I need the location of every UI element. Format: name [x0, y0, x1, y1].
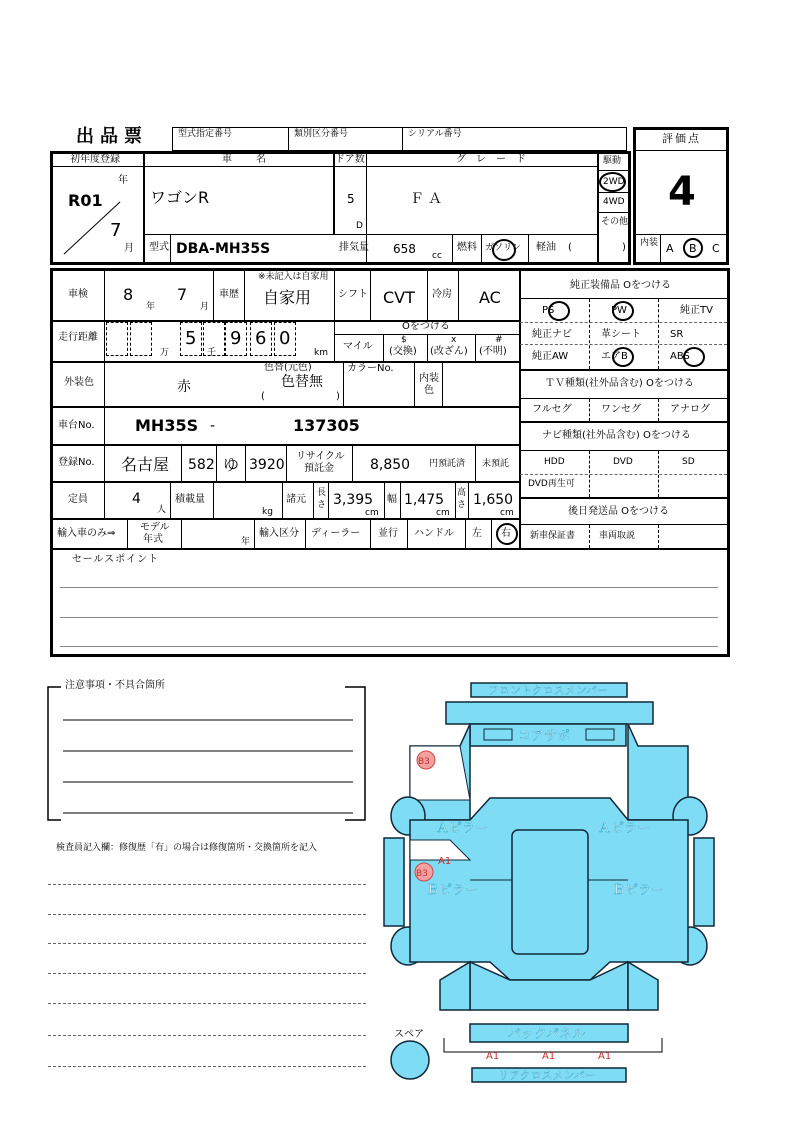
handle-right: 右: [501, 528, 511, 539]
equipment-item: 純正ナビ: [532, 329, 572, 340]
width-label: 幅: [387, 494, 397, 505]
equipment-item: PW: [611, 305, 627, 316]
mileage-label: 走行距離: [58, 332, 98, 343]
damage-mark-a1-rear-2: A1: [542, 1051, 556, 1062]
left-sill: [384, 838, 404, 926]
right-sill: [694, 838, 714, 926]
chassis-dash: -: [210, 418, 216, 434]
dims-label: 諸元: [286, 494, 306, 505]
interior-label: 内装: [640, 238, 659, 248]
plate-number: 3920: [249, 457, 285, 473]
length-label-2: さ: [317, 500, 327, 510]
caution-label: 注意事項・不具合箇所: [65, 680, 165, 691]
fuel-other-open: (: [568, 242, 572, 253]
equipment-item: エアB: [601, 351, 628, 362]
history-note: ※未記入は自家用: [258, 272, 329, 282]
interior-color-label-2: 色: [424, 385, 434, 396]
a-pillar-right-label: Ａピラー: [598, 821, 651, 836]
recycle-value: 8,850: [370, 457, 411, 473]
mileage-digit: 5: [185, 328, 197, 349]
equipment-title: 純正装備品 Oをつける: [570, 280, 672, 291]
import-label: 輸入車のみ⇒: [57, 528, 116, 539]
damage-mark-a1-rear-3: A1: [598, 1051, 612, 1062]
equipment-circle-mark: [612, 347, 634, 367]
navi-item: SD: [682, 457, 695, 467]
door-unit: D: [356, 221, 363, 231]
equipment-item: SR: [670, 329, 684, 340]
id-number-strip: [172, 127, 627, 151]
navi-col-divider: [658, 451, 659, 497]
car-name-label: 車名: [222, 154, 290, 165]
later-col-divider: [658, 525, 659, 548]
back-panel-label: バックパネル: [508, 1027, 586, 1042]
later-col-divider: [589, 525, 590, 548]
equipment-row-divider: [520, 322, 727, 323]
history-value: 自家用: [263, 288, 312, 307]
equipment-circle-mark: [548, 301, 570, 321]
navi-title: ナビ種類(社外品含む) Oをつける: [542, 430, 691, 441]
repaint-paren-open: (: [261, 391, 265, 402]
plate-label: 登録No.: [58, 457, 95, 468]
drive-2wd: 2WD: [603, 177, 625, 187]
mileage-circle-note: Oをつける: [402, 321, 450, 332]
caution-bracket: [47, 686, 367, 822]
equipment-col-divider: [658, 299, 659, 369]
later-title: 後日発送品 Oをつける: [568, 506, 670, 517]
shift-label: シフト: [338, 289, 368, 300]
color-value: 赤: [177, 379, 191, 395]
model-cert-label: 型式指定番号: [178, 129, 233, 139]
recycle-unit: 円預託済: [429, 459, 466, 469]
interior-grade-a: A: [666, 242, 674, 255]
rear-cross-label: リアクロスメンバー: [498, 1069, 596, 1082]
navi-item: DVD再生可: [528, 479, 575, 489]
mileage-digit: 0: [279, 328, 291, 349]
door-label: ドア数: [335, 154, 365, 165]
chassis-number: 137305: [293, 416, 360, 435]
capacity-value: 4: [132, 491, 141, 507]
ac-value: AC: [479, 288, 501, 307]
mileage-digit-box: [106, 322, 128, 356]
capacity-label: 定員: [68, 494, 88, 505]
first-reg-month: 7: [110, 220, 122, 241]
navi-item: DVD: [613, 457, 633, 467]
tv-item: フルセグ: [532, 404, 572, 415]
serial-label: シリアル番号: [408, 129, 462, 139]
a-pillar-left-label: Ａピラー: [436, 821, 489, 836]
damage-mark-b3-side-text: B3: [416, 869, 428, 879]
fuel-label: 燃料: [457, 242, 477, 253]
equipment-item: 純正AW: [532, 351, 569, 362]
exchange-label: (交換): [389, 346, 417, 357]
history-label: 車歴: [219, 289, 239, 300]
grade-label: グレード: [456, 154, 536, 165]
chassis-prefix: MH35S: [135, 416, 199, 435]
modified-label: (改ざん): [430, 346, 468, 357]
model-label: 型式: [149, 242, 169, 253]
repaint-label: 色替(元色): [264, 362, 312, 373]
model-year-unit: 年: [241, 537, 251, 547]
interior-grade-c: C: [712, 242, 720, 255]
core-support-label: コアサポ: [518, 729, 571, 744]
import-type-label: 輸入区分: [259, 528, 299, 539]
displacement-unit: cc: [432, 251, 442, 261]
inspection-year: 8: [123, 285, 134, 304]
b-pillar-left-label: Ｂピラー: [426, 883, 479, 898]
tv-item: ワンセグ: [601, 404, 641, 415]
equipment-item: 純正TV: [680, 305, 713, 316]
damage-diagram: [380, 680, 720, 1085]
first-reg-label: 初年度登録: [70, 154, 120, 165]
equipment-col-divider: [589, 299, 590, 369]
equipment-row-divider: [520, 344, 727, 345]
model-year-label-1: モデル: [140, 522, 170, 533]
import-dealer: ディーラー: [311, 528, 361, 539]
height-label-1: 高: [457, 488, 467, 498]
recycle-label-1: リサイクル: [296, 451, 345, 462]
form-title: 出品票: [76, 126, 148, 147]
drive-other: その他: [601, 217, 629, 227]
shift-value: CVT: [383, 288, 415, 307]
navi-row-divider: [520, 474, 727, 475]
equipment-item: ABS: [670, 351, 690, 362]
height-unit: cm: [500, 508, 514, 518]
left-rear-quarter: [440, 962, 470, 1010]
model-year-label-2: 年式: [143, 534, 163, 545]
upper-frame: [446, 702, 653, 724]
right-rear-quarter: [628, 962, 658, 1010]
roof: [512, 830, 588, 954]
front-cross-label: フロントクロスメンバー: [488, 684, 609, 697]
tv-col-divider: [589, 399, 590, 421]
rating-value: 4: [668, 169, 696, 215]
drive-4wd: 4WD: [603, 197, 625, 207]
car-name-value: ワゴンR: [150, 188, 210, 207]
first-reg-year-unit: 年: [118, 175, 128, 186]
equipment-circle-mark: [612, 301, 634, 321]
height-value: 1,650: [473, 492, 514, 508]
exchange-mark: $: [401, 335, 407, 345]
navi-title-divider: [520, 450, 727, 451]
mile-label: マイル: [343, 341, 373, 352]
load-unit: kg: [262, 507, 273, 517]
plate-area: 名古屋: [121, 455, 170, 474]
damage-mark-b3-front-text: B3: [418, 757, 430, 767]
equipment-item: 革シート: [601, 329, 641, 340]
recycle-label-2: 預託金: [304, 463, 334, 474]
navi-section-divider: [520, 497, 727, 499]
b-pillar-right-label: Ｂピラー: [612, 883, 665, 898]
tv-item: アナログ: [670, 404, 710, 415]
inspector-label: 検査員記入欄：修復歴「有」の場合は修復箇所・交換箇所を記入: [56, 843, 318, 853]
first-reg-year: R01: [68, 191, 103, 210]
rating-label: 評価点: [662, 132, 701, 145]
height-label-2: さ: [457, 500, 467, 510]
modified-mark: x: [451, 335, 457, 345]
fuel-gasoline: ガソリン: [485, 243, 522, 253]
navi-item: HDD: [544, 457, 565, 467]
category-label: 類別区分番号: [294, 129, 349, 139]
handle-right-circle: [496, 523, 518, 545]
chassis-label: 車台No.: [58, 420, 95, 431]
sales-point-label: セールスポイント: [72, 554, 160, 565]
grade-value: ＦＡ: [410, 191, 446, 207]
repaint-paren-close: ): [336, 391, 340, 402]
equipment-item: PS: [542, 305, 555, 316]
width-unit: cm: [436, 508, 450, 518]
mileage-man-unit: 万: [160, 348, 170, 358]
interior-grade-b-circle: [683, 238, 703, 258]
width-value: 1,475: [404, 492, 445, 508]
mileage-unit: km: [314, 348, 328, 358]
mileage-digit: 6: [255, 328, 267, 349]
handle-left: 左: [472, 528, 482, 539]
tv-section-divider: [520, 421, 727, 423]
handle-label: ハンドル: [414, 528, 454, 539]
displacement-value: 658: [393, 242, 416, 256]
spare-tire: [391, 1041, 429, 1079]
inspection-month-unit: 月: [200, 302, 210, 312]
inspection-year-unit: 年: [146, 302, 156, 312]
color-label: 外装色: [64, 377, 94, 388]
drive-2wd-circle: [599, 172, 626, 192]
mileage-digit: 9: [230, 328, 242, 349]
equipment-circle-mark: [683, 347, 705, 367]
load-label: 積載量: [175, 494, 205, 505]
displacement-label: 排気量: [339, 242, 369, 253]
tv-title: ＴＶ種類(社外品含む) Oをつける: [545, 378, 694, 389]
length-value: 3,395: [333, 492, 374, 508]
tv-title-divider: [520, 398, 727, 399]
unknown-label: (不明): [479, 346, 507, 357]
mileage-sen-unit: 千: [207, 348, 217, 358]
fuel-other-close: ): [622, 242, 626, 253]
inspection-month: 7: [177, 285, 188, 304]
inspection-label: 車検: [68, 289, 88, 300]
model-value: DBA-MH35S: [176, 241, 271, 257]
later-title-divider: [520, 524, 727, 525]
later-item: 新車保証書: [530, 531, 576, 541]
spare-label: スペア: [394, 1029, 424, 1040]
drive-label: 駆動: [603, 156, 622, 166]
later-item: 車両取説: [599, 531, 636, 541]
fuel-gasoline-circle: [492, 239, 516, 261]
plate-class: 582: [188, 457, 215, 473]
plate-kana: ゆ: [223, 455, 240, 474]
equipment-title-divider: [520, 298, 727, 299]
equipment-section-divider: [520, 369, 727, 371]
mileage-digit-box: [130, 322, 152, 356]
damage-mark-a1-rear-1: A1: [486, 1051, 500, 1062]
damage-mark-a1-side: A1: [438, 856, 452, 867]
repaint-value: 色替無: [281, 374, 323, 390]
fuel-light-oil: 軽油: [536, 242, 556, 253]
first-reg-month-unit: 月: [124, 243, 134, 254]
navi-col-divider: [589, 451, 590, 497]
capacity-unit: 人: [157, 505, 167, 515]
tv-col-divider: [658, 399, 659, 421]
recycle-unpaid: 未預託: [482, 459, 510, 469]
unknown-mark: #: [495, 335, 503, 345]
length-label-1: 長: [317, 488, 327, 498]
interior-grade-b: B: [689, 242, 697, 255]
ac-label: 冷房: [432, 289, 452, 300]
interior-color-label-1: 内装: [419, 373, 439, 384]
length-unit: cm: [365, 508, 379, 518]
door-value: 5: [347, 192, 355, 206]
import-parallel: 並行: [378, 528, 398, 539]
colorno-label: カラーNo.: [347, 363, 394, 374]
